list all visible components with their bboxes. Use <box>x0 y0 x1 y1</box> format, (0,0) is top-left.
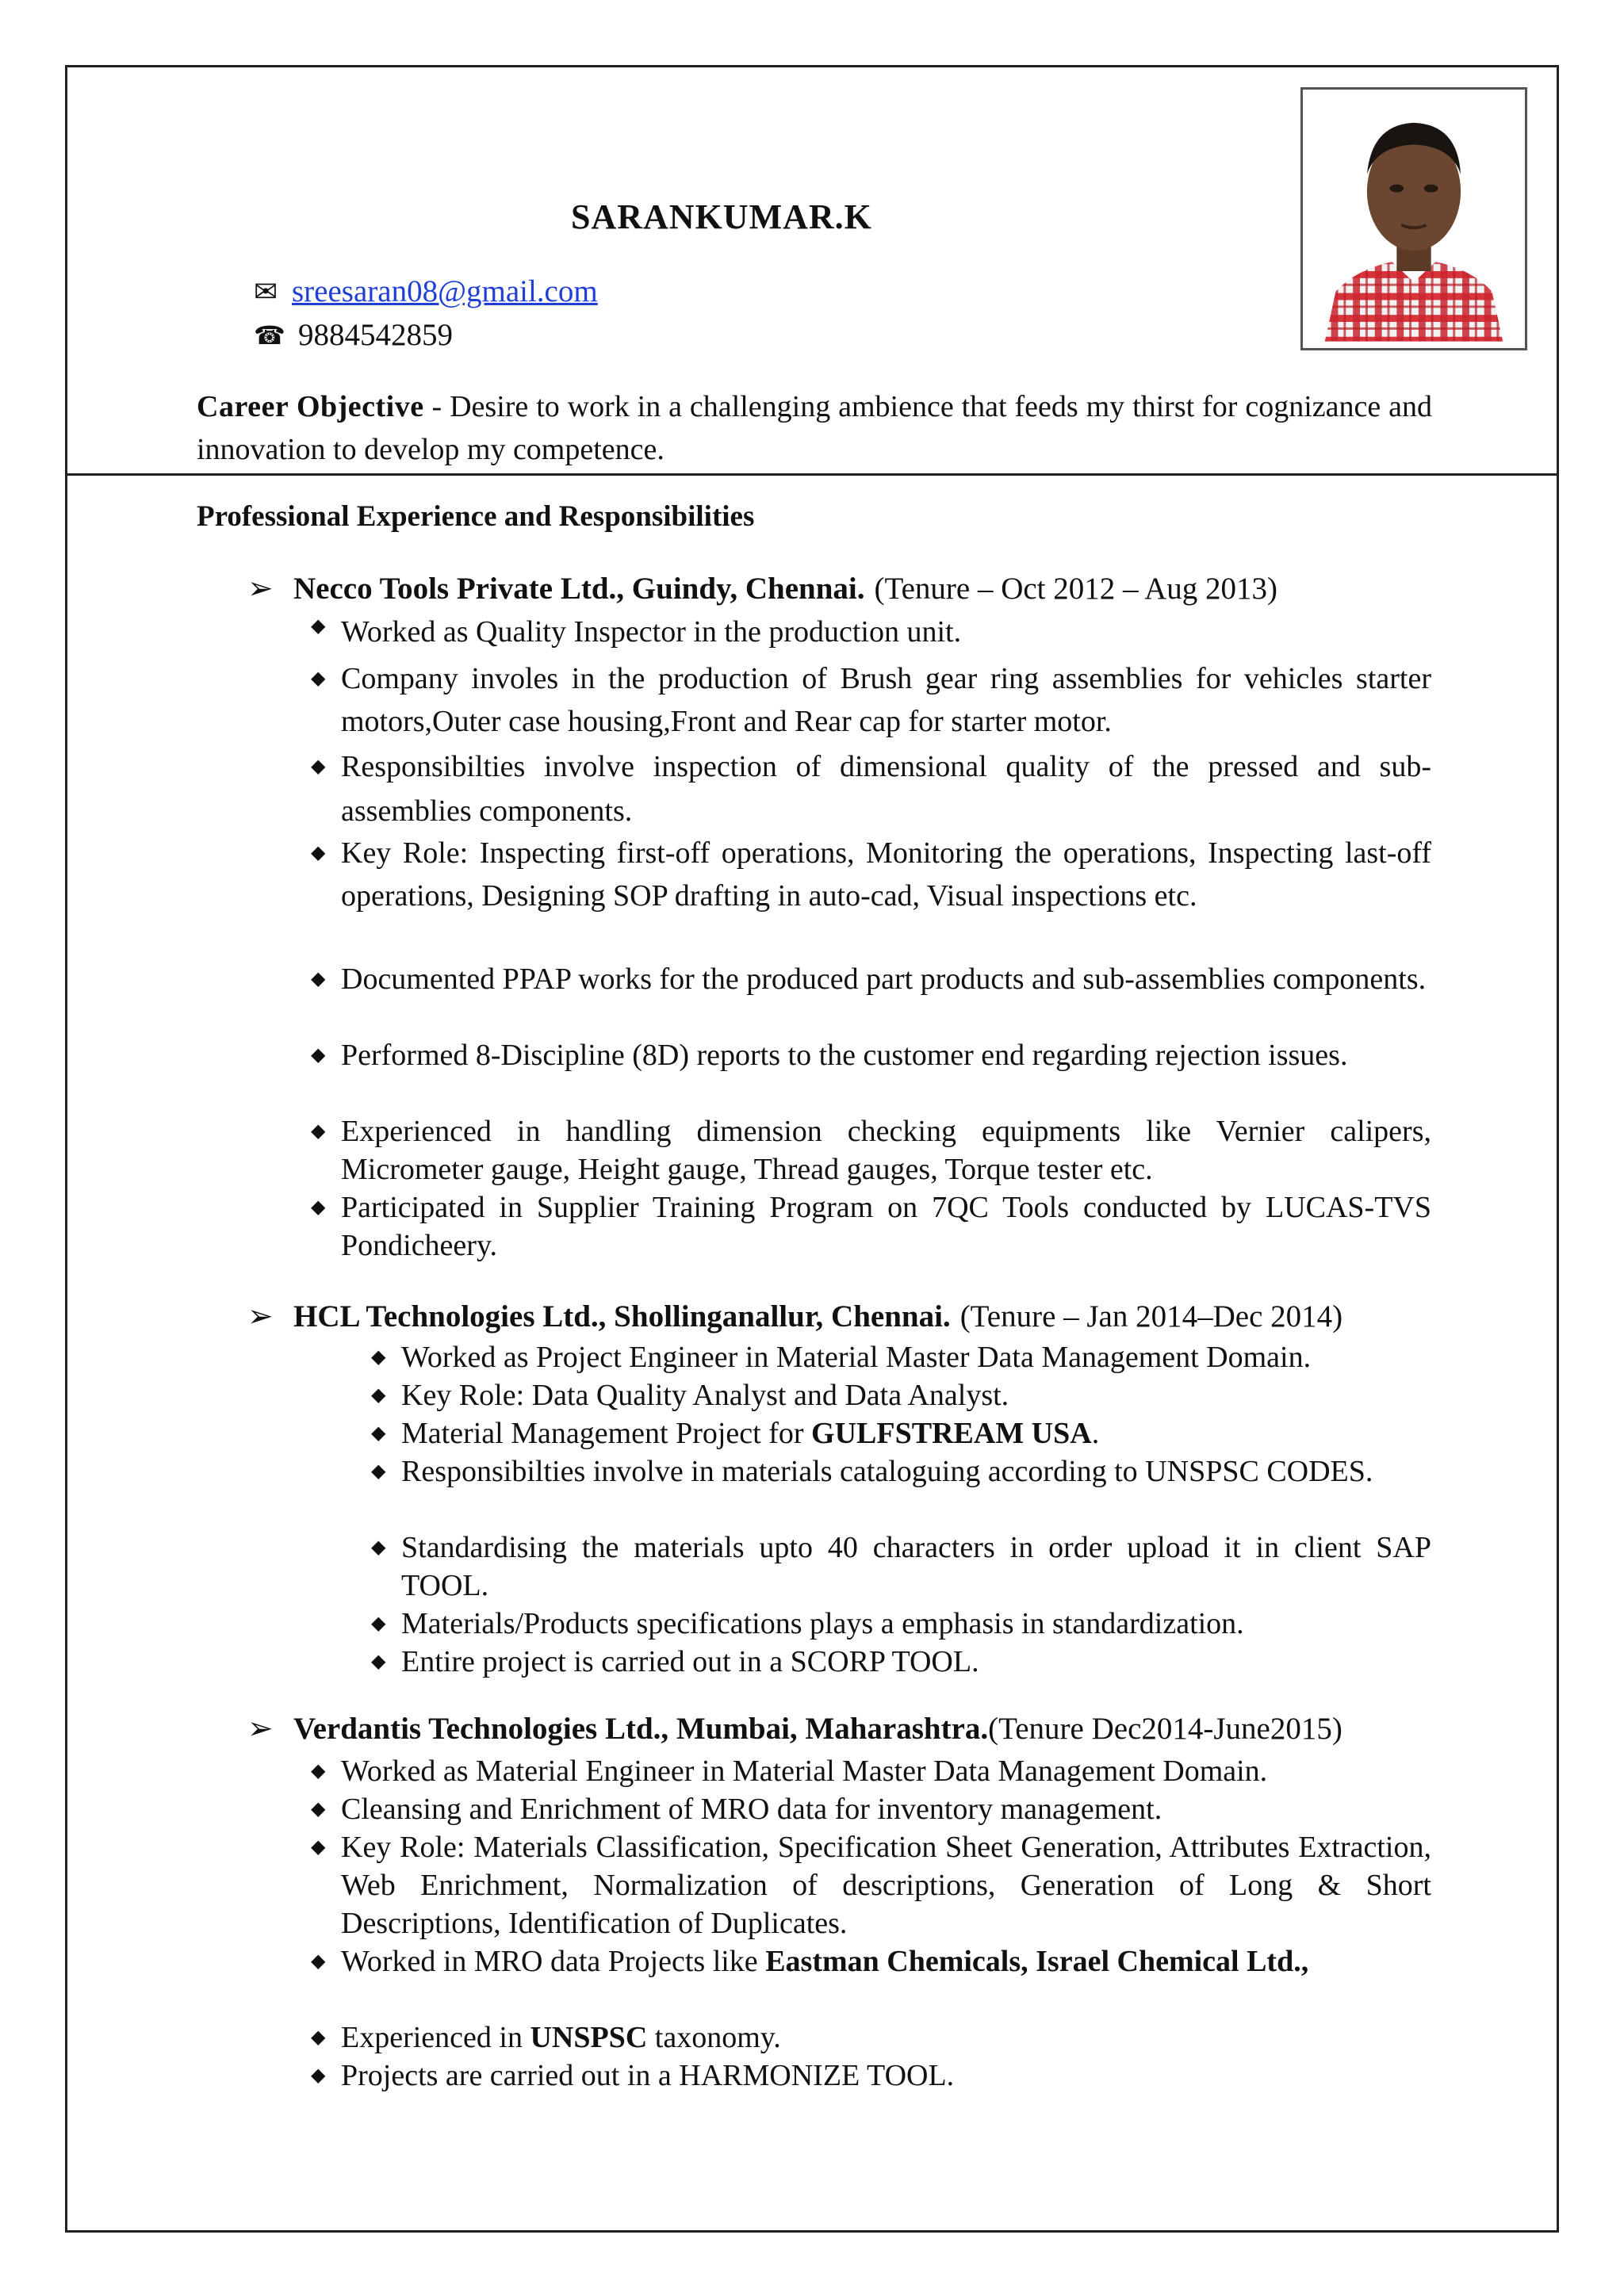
phone-number: 9884542859 <box>298 318 453 352</box>
envelope-icon: ✉ <box>254 275 278 308</box>
company-name: HCL Technologies Ltd., Shollinganallur, Chennai. <box>293 1299 951 1334</box>
career-objective <box>197 385 1432 471</box>
company-heading <box>247 1299 1342 1334</box>
diamond-bullet-icon: ◆ <box>311 1761 326 1781</box>
list-item: ◆ Worked as Material Engineer in Material Master Data Management Domain. <box>341 1752 1431 1790</box>
diamond-bullet-icon: ◆ <box>311 1837 326 1858</box>
list-item: ◆ Key Role: Materials Classification, Specification Sheet Generation, Attributes Extraction, Web Enrichment, Normalization of descriptions, Generation of Long & Short Descriptions, Identification of Duplicates. <box>341 1828 1431 1942</box>
responsibility-list <box>371 1338 1431 1681</box>
list-item: ◆ Participated in Supplier Training Program on 7QC Tools conducted by LUCAS-TVS Pondicheery. <box>341 1188 1431 1265</box>
diamond-bullet-icon: ◆ <box>311 843 326 863</box>
diamond-bullet-icon: ◆ <box>311 1121 326 1142</box>
diamond-bullet-icon: ◆ <box>371 1385 386 1406</box>
diamond-bullet-icon: ◆ <box>371 1423 386 1444</box>
diamond-bullet-icon: ◆ <box>311 2027 326 2048</box>
list-item: ◆ Performed 8-Discipline (8D) reports to the customer end regarding rejection issues. <box>341 1036 1431 1112</box>
list-item: ◆ Materials/Products specifications plays a emphasis in standardization. <box>401 1605 1431 1643</box>
person-photo-icon <box>1309 96 1519 342</box>
responsibility-list <box>311 614 1431 1265</box>
company-tenure: (Tenure – Oct 2012 – Aug 2013) <box>874 572 1278 606</box>
list-item: ◆ Entire project is carried out in a SCORP TOOL. <box>401 1643 1431 1681</box>
arrow-bullet-icon: ➢ <box>247 1712 274 1746</box>
diamond-bullet-icon: ◆ <box>311 668 326 689</box>
objective-text: - Desire to work in a challenging ambience that feeds my thirst for cognizance and innovation to develop my competence. <box>197 390 1432 466</box>
list-item: ◆ Material Management Project for GULFSTREAM USA. <box>401 1414 1431 1452</box>
arrow-bullet-icon: ➢ <box>247 572 274 606</box>
diamond-bullet-icon: ◆ <box>311 756 326 777</box>
diamond-bullet-icon: ◆ <box>311 1799 326 1820</box>
diamond-bullet-icon: ◆ <box>371 1613 386 1634</box>
company-heading <box>247 1711 1342 1747</box>
list-item: ◆ Worked as Quality Inspector in the production unit. <box>311 615 962 649</box>
list-item: ◆ Experienced in UNSPSC taxonomy. <box>341 2019 1431 2057</box>
diamond-bullet-icon: ◆ <box>311 1197 326 1218</box>
diamond-bullet-icon: ◆ <box>311 969 326 989</box>
company-tenure: (Tenure – Jan 2014–Dec 2014) <box>959 1299 1343 1334</box>
arrow-bullet-icon: ➢ <box>247 1299 274 1334</box>
list-item: ◆ Responsibilties involve inspection of dimensional quality of the pressed and sub-assemblies components. <box>341 744 1431 832</box>
diamond-bullet-icon: ◆ <box>311 1951 326 1972</box>
company-tenure: (Tenure Dec2014-June2015) <box>988 1712 1342 1746</box>
list-item: ◆ Projects are carried out in a HARMONIZE TOOL. <box>341 2057 1431 2095</box>
list-item: ◆ Worked as Project Engineer in Material Master Data Management Domain. <box>401 1338 1431 1376</box>
diamond-bullet-icon: ◆ <box>371 1347 386 1368</box>
list-item: ◆ Key Role: Inspecting first-off operations, Monitoring the operations, Inspecting last-off operations, Designing SOP drafting in auto-cad, Visual inspections etc. <box>341 832 1431 960</box>
company-heading <box>247 571 1277 607</box>
diamond-bullet-icon: ◆ <box>311 616 326 637</box>
company-name: Verdantis Technologies Ltd., Mumbai, Maharashtra. <box>293 1712 989 1746</box>
diamond-bullet-icon: ◆ <box>311 1045 326 1066</box>
diamond-bullet-icon: ◆ <box>371 1461 386 1482</box>
profile-photo <box>1300 87 1527 350</box>
candidate-name: SARANKUMAR.K <box>571 197 872 236</box>
diamond-bullet-icon: ◆ <box>371 1651 386 1672</box>
section-title: Professional Experience and Responsibilities <box>197 500 755 533</box>
phone-row <box>254 317 453 353</box>
objective-label: Career Objective <box>197 390 424 423</box>
responsibility-list <box>311 1752 1431 2095</box>
list-item: ◆ Worked in MRO data Projects like Eastman Chemicals, Israel Chemical Ltd., <box>341 1942 1431 2019</box>
email-row <box>254 274 598 309</box>
header-divider <box>65 473 1559 476</box>
list-item: ◆ Experienced in handling dimension checking equipments like Vernier calipers, Micrometer gauge, Height gauge, Thread gauges, Torque tester etc. <box>341 1112 1431 1188</box>
list-item: ◆ Company involes in the production of Brush gear ring assemblies for vehicles starter motors,Outer case housing,Front and Rear cap for starter motor. <box>341 657 1431 744</box>
list-item: ◆ Key Role: Data Quality Analyst and Data Analyst. <box>401 1376 1431 1414</box>
list-item: ◆ Cleansing and Enrichment of MRO data for inventory management. <box>341 1790 1431 1828</box>
diamond-bullet-icon: ◆ <box>371 1537 386 1558</box>
list-item: ◆ Responsibilties involve in materials cataloguing according to UNSPSC CODES. <box>401 1452 1431 1529</box>
telephone-icon: ☎ <box>254 320 285 350</box>
diamond-bullet-icon: ◆ <box>311 2065 326 2086</box>
company-name: Necco Tools Private Ltd., Guindy, Chennai. <box>293 572 865 606</box>
list-item: ◆ Standardising the materials upto 40 characters in order upload it in client SAP TOOL. <box>401 1529 1431 1605</box>
list-item: ◆ Documented PPAP works for the produced part products and sub-assemblies components. <box>341 960 1431 1036</box>
email-link[interactable]: sreesaran08@gmail.com <box>292 274 598 308</box>
